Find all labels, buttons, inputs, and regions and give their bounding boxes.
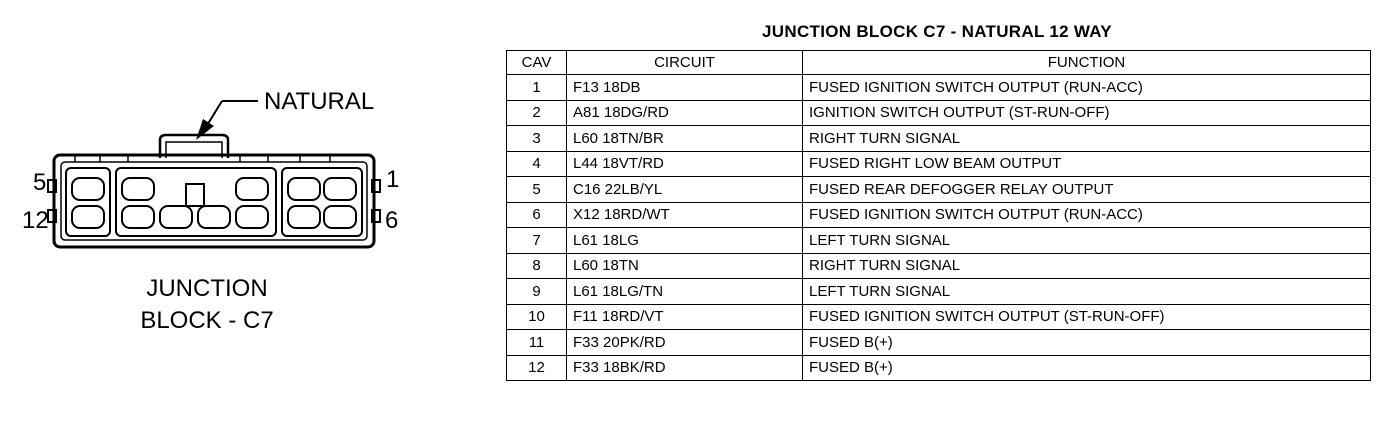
connector-name-line1: JUNCTION — [146, 275, 268, 302]
cavity-lower-b — [160, 206, 192, 228]
cavity-upper-e — [288, 178, 320, 200]
header-circuit: CIRCUIT — [567, 51, 803, 75]
cavity-lower-d — [236, 206, 268, 228]
cavity-1 — [324, 178, 356, 200]
cav-cell: 8 — [507, 253, 567, 279]
cavity-12 — [72, 206, 104, 228]
circuit-cell: C16 22LB/YL — [567, 177, 803, 203]
pin-label-bottom-right: 6 — [385, 207, 399, 234]
table-row — [507, 100, 1371, 126]
cav-cell: 4 — [507, 151, 567, 177]
connector-name-line2: BLOCK - C7 — [140, 307, 274, 334]
terminal-cavities — [72, 178, 356, 228]
function-cell: FUSED REAR DEFOGGER RELAY OUTPUT — [803, 177, 1371, 203]
pin-label-bottom-left: 12 — [22, 207, 49, 234]
table-row — [507, 202, 1371, 228]
function-cell: FUSED RIGHT LOW BEAM OUTPUT — [803, 151, 1371, 177]
function-cell: FUSED IGNITION SWITCH OUTPUT (RUN-ACC) — [803, 75, 1371, 101]
cavity-lower-a — [122, 206, 154, 228]
header-cav: CAV — [507, 51, 567, 75]
cav-cell: 9 — [507, 279, 567, 305]
cavity-upper-a — [122, 178, 154, 200]
table-row — [507, 177, 1371, 203]
function-cell: FUSED B(+) — [803, 355, 1371, 381]
table-row — [507, 151, 1371, 177]
circuit-cell: L61 18LG/TN — [567, 279, 803, 305]
circuit-cell: F33 20PK/RD — [567, 330, 803, 356]
circuit-cell: F11 18RD/VT — [567, 304, 803, 330]
cav-cell: 2 — [507, 100, 567, 126]
circuit-cell: A81 18DG/RD — [567, 100, 803, 126]
table-row — [507, 355, 1371, 381]
circuit-cell: L61 18LG — [567, 228, 803, 254]
function-cell: RIGHT TURN SIGNAL — [803, 253, 1371, 279]
pin-label-top-left: 5 — [33, 169, 47, 196]
table-row — [507, 330, 1371, 356]
header-function: FUNCTION — [803, 51, 1371, 75]
pinout-table — [506, 50, 1371, 381]
cav-cell: 1 — [507, 75, 567, 101]
cav-cell: 3 — [507, 126, 567, 152]
connector-diagram — [0, 0, 500, 426]
cav-cell: 12 — [507, 355, 567, 381]
connector-color-label: NATURAL — [264, 88, 375, 115]
table-row — [507, 304, 1371, 330]
connector-body — [48, 135, 380, 247]
pin-label-top-right: 1 — [386, 166, 400, 193]
table-row — [507, 253, 1371, 279]
circuit-cell: L44 18VT/RD — [567, 151, 803, 177]
cav-cell: 6 — [507, 202, 567, 228]
function-cell: FUSED B(+) — [803, 330, 1371, 356]
function-cell: FUSED IGNITION SWITCH OUTPUT (ST-RUN-OFF) — [803, 304, 1371, 330]
function-cell: LEFT TURN SIGNAL — [803, 279, 1371, 305]
circuit-cell: F13 18DB — [567, 75, 803, 101]
cavity-5 — [72, 178, 104, 200]
cav-cell: 11 — [507, 330, 567, 356]
cav-cell: 7 — [507, 228, 567, 254]
table-row — [507, 279, 1371, 305]
function-cell: FUSED IGNITION SWITCH OUTPUT (RUN-ACC) — [803, 202, 1371, 228]
cav-cell: 10 — [507, 304, 567, 330]
cavity-6 — [324, 206, 356, 228]
circuit-cell: L60 18TN/BR — [567, 126, 803, 152]
circuit-cell: L60 18TN — [567, 253, 803, 279]
cav-cell: 5 — [507, 177, 567, 203]
table-row — [507, 126, 1371, 152]
circuit-cell: X12 18RD/WT — [567, 202, 803, 228]
function-cell: IGNITION SWITCH OUTPUT (ST-RUN-OFF) — [803, 100, 1371, 126]
function-cell: LEFT TURN SIGNAL — [803, 228, 1371, 254]
circuit-cell: F33 18BK/RD — [567, 355, 803, 381]
table-header-row — [507, 51, 1371, 75]
table-title: JUNCTION BLOCK C7 - NATURAL 12 WAY — [762, 22, 1112, 41]
table-row — [507, 228, 1371, 254]
function-cell: RIGHT TURN SIGNAL — [803, 126, 1371, 152]
cavity-upper-d — [236, 178, 268, 200]
cavity-lower-e — [288, 206, 320, 228]
table-row — [507, 75, 1371, 101]
cavity-lower-c — [198, 206, 230, 228]
